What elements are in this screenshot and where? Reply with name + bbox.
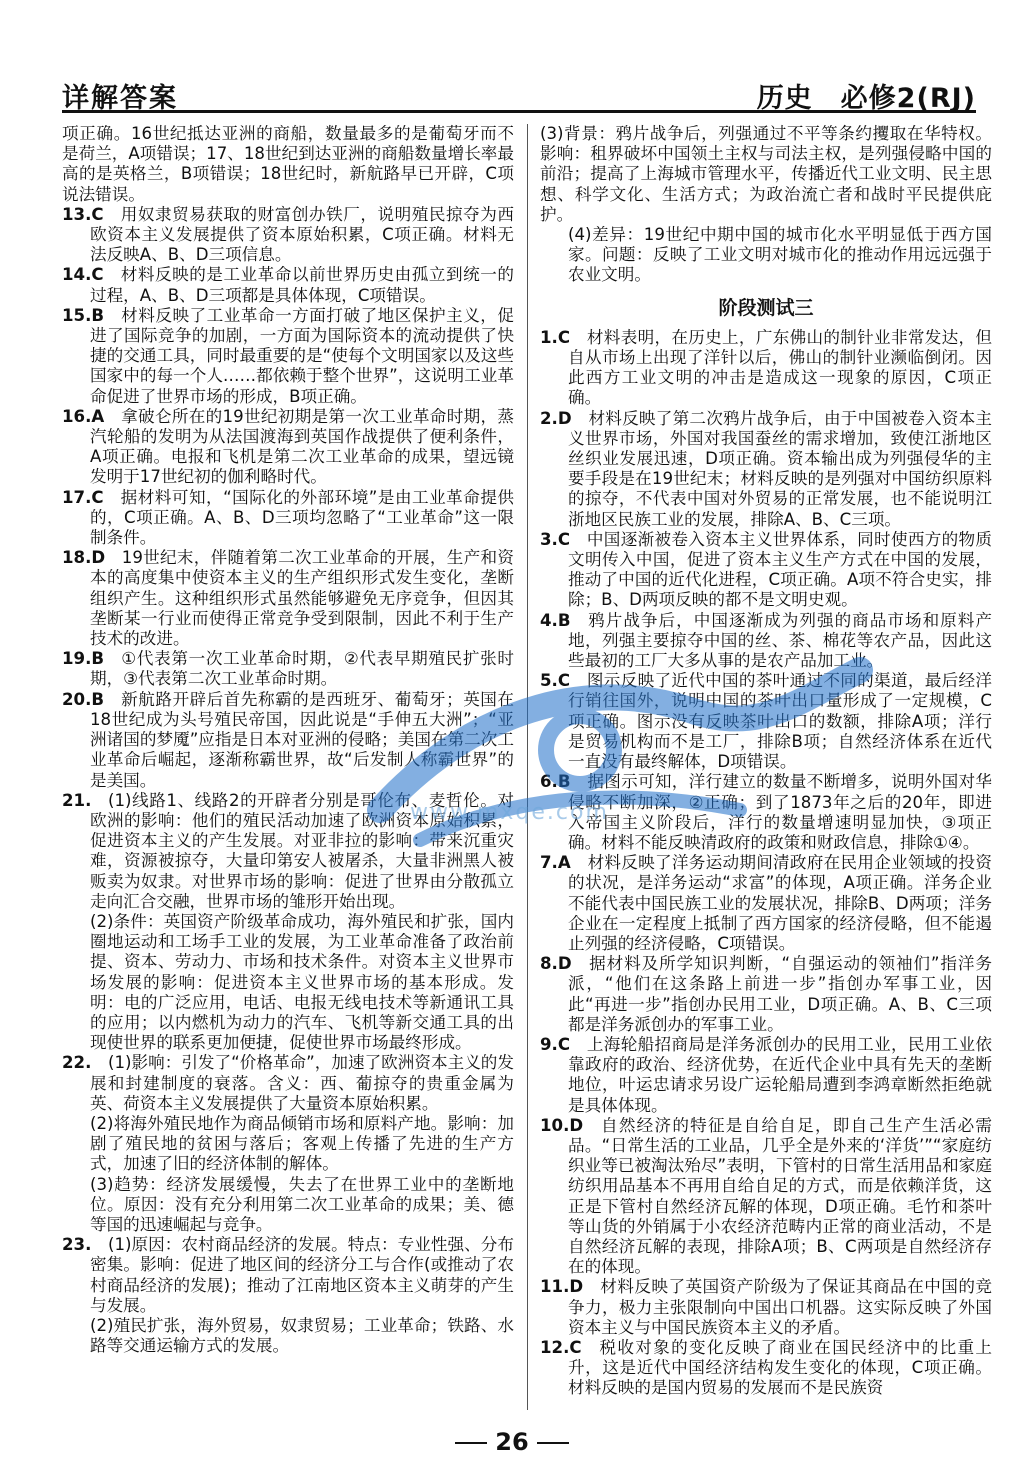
answer-number: 19.B bbox=[62, 649, 105, 669]
answer-item bbox=[62, 649, 514, 689]
answer-text: 拿破仑所在的19世纪初期是第一次工业革命时期，蒸汽轮船的发明为从法国渡海到英国作战提供了便利条件，A项正确。电报和飞机是第二次工业革命的成果，望远镜发明于17世纪初的伽利略时代。 bbox=[90, 406, 514, 487]
answer-text: 据图示可知，洋行建立的数量不断增多，说明外国对华侵略不断加深，②正确；到了1873年之后的20年，即进入帝国主义阶段后，洋行的数量增速明显加快，③项正确。材料不能反映清政府的政策和财政信息，排除①④。 bbox=[568, 772, 992, 852]
right-column-answers bbox=[540, 328, 992, 1399]
answer-item bbox=[62, 1053, 514, 1114]
answer-item bbox=[62, 690, 514, 791]
answer-text: 据材料及所学知识判断，“自强运动的领袖们”指洋务派，“他们在这条路上前进一步”指创办军事工业，因此“再进一步”指创办民用工业，D项正确。A、B、C三项都是洋务派创办的军事工业。 bbox=[568, 954, 992, 1034]
answer-number: 6.B bbox=[540, 772, 571, 792]
answer-number: 7.A bbox=[540, 853, 571, 873]
answer-item bbox=[62, 1316, 514, 1356]
answer-item bbox=[62, 1114, 514, 1175]
answer-text: (2)条件：英国资产阶级革命成功，海外殖民和扩张，国内圈地运动和工场手工业的发展，为工业革命准备了政治前提、资本、劳动力、市场和技术条件。对资本主义世界市场发展的影响：促进资本主义世界市场的基本形成。发明：电的广泛应用，电话、电报无线电技术等新通讯工具的应用；以内燃机为动力的汽车、飞机等新交通工具的出现使世界的联系更加便捷，促使世界市场最终形成。 bbox=[90, 911, 514, 1053]
answer-number: 20.B bbox=[62, 689, 105, 709]
answer-text: 新航路开辟后首先称霸的是西班牙、葡萄牙；英国在18世纪成为头号殖民帝国，因此说是“手伸五大洲”；“亚洲诸国的梦魇”应指是日本对亚洲的侵略；美国在第二次工业革命后崛起，逐渐称霸世界，故“后发制人称霸世界”的是美国。 bbox=[90, 689, 514, 790]
answer-item bbox=[62, 306, 514, 407]
answer-item bbox=[540, 328, 992, 409]
answer-number: 11.D bbox=[540, 1277, 584, 1297]
answer-number: 14.C bbox=[62, 265, 104, 285]
answer-text: (1)原因：农村商品经济的发展。特点：专业性强、分布密集。影响：促进了地区间的经济分工与合作(或推动了农村商品经济的发展)；推动了江南地区资本主义萌芽的产生与发展。 bbox=[90, 1235, 514, 1315]
answer-text: 用奴隶贸易获取的财富创办铁厂，说明殖民掠夺为西欧资本主义发展提供了资本原始积累，C项正确。材料无法反映A、B、D三项信息。 bbox=[90, 204, 514, 265]
answer-text: 上海轮船招商局是洋务派创办的民用工业，民用工业依靠政府的政治、经济优势，在近代企业中具有先天的垄断地位，叶运忠请求另设广运轮船局遭到李鸿章断然拒绝就是具体体现。 bbox=[568, 1034, 992, 1115]
answer-number: 5.C bbox=[540, 671, 571, 691]
answer-item bbox=[540, 1035, 992, 1116]
answer-number: 21. bbox=[62, 790, 92, 810]
answer-number: 15.B bbox=[62, 305, 105, 325]
right-column bbox=[540, 124, 992, 1399]
answer-item bbox=[540, 954, 992, 1035]
answer-number: 23. bbox=[62, 1235, 92, 1255]
answer-text: 鸦片战争后，中国逐渐成为列强的商品市场和原料产地，列强主要掠夺中国的丝、茶、棉花等农产品，因此这些最初的工厂大多从事的是农产品加工业。 bbox=[568, 610, 992, 671]
answer-text: (2)将海外殖民地作为商品倾销市场和原料产地。影响：加剧了殖民地的贫困与落后；客观上传播了先进的生产方式，加速了旧的经济体制的解体。 bbox=[90, 1113, 514, 1174]
header-rule bbox=[62, 110, 976, 113]
answer-text: 税收对象的变化反映了商业在国民经济中的比重上升，这是近代中国经济结构发生变化的体现，C项正确。材料反映的是国内贸易的发展而不是民族资 bbox=[568, 1337, 992, 1398]
answer-item bbox=[540, 611, 992, 672]
answer-item bbox=[62, 548, 514, 649]
answer-text: 材料反映了英国资产阶级为了保证其商品在中国的竞争力，极力主张限制向中国出口机器。这实际反映了外国资本主义与中国民族资本主义的矛盾。 bbox=[568, 1277, 992, 1337]
answer-item bbox=[62, 1235, 514, 1316]
answer-text: (1)线路1、线路2的开辟者分别是哥伦布、麦哲伦。对欧洲的影响：他们的殖民活动加速了欧洲资本原始积累，促进资本主义的产生发展。对亚非拉的影响：带来沉重灾难，资源被掠夺，大量印第安人被屠杀，大量非洲黑人被贩卖为奴隶。对世界市场的影响：促进了世界由分散孤立走向汇合交融，世界市场的雏形开始出现。 bbox=[90, 790, 514, 911]
footer-dash-right bbox=[537, 1442, 569, 1444]
answer-item bbox=[540, 853, 992, 954]
answer-number: 12.C bbox=[540, 1337, 582, 1357]
answer-number: 8.D bbox=[540, 954, 572, 974]
answer-number: 13.C bbox=[62, 204, 104, 224]
answer-text: 材料反映了工业革命一方面打破了地区保护主义，促进了国际竞争的加剧，一方面为国际资本的流动提供了快捷的交通工具，同时最重要的是“使每个文明国家以及这些国家中的每一个人……都依赖于整个世界”，这说明工业革命促进了世界市场的形成，B项正确。 bbox=[90, 305, 514, 406]
answer-text: (2)殖民扩张，海外贸易，奴隶贸易；工业革命；铁路、水路等交通运输方式的发展。 bbox=[90, 1315, 514, 1356]
answer-text: 据材料可知，“国际化的外部环境”是由工业革命提供的，C项正确。A、B、D三项均忽略了“工业革命”这一限制条件。 bbox=[90, 487, 514, 548]
answer-text: (4)差异：19世纪中期中国的城市化水平明显低于西方国家。问题：反映了工业文明对城市化的推动作用远远强于农业文明。 bbox=[568, 225, 992, 285]
answer-number: 22. bbox=[62, 1053, 92, 1073]
header-left-title: 详解答案 bbox=[62, 83, 178, 114]
answer-item bbox=[62, 1175, 514, 1236]
page-header bbox=[62, 70, 976, 114]
page-number: 26 bbox=[495, 1428, 529, 1456]
answer-item bbox=[540, 1338, 992, 1399]
answer-text: (3)背景：鸦片战争后，列强通过不平等条约攫取在华特权。影响：租界破坏中国领土主权与司法主权，是列强侵略中国的前沿；提高了上海城市管理水平，传播近代工业文明、民主思想、科学文化、生活方式；为政治流亡者和战时平民提供庇护。 bbox=[540, 124, 992, 224]
answer-text: 19世纪末，伴随着第二次工业革命的开展，生产和资本的高度集中使资本主义的生产组织形式发生变化，垄断组织产生。这种组织形式虽然能够避免无序竞争，但因其垄断某一行业而使得正常竞争受到限制，因此不利于生产技术的改进。 bbox=[90, 548, 514, 649]
answer-text: 中国逐渐被卷入资本主义世界体系，同时使西方的物质文明传入中国，促进了资本主义生产方式在中国的发展，推动了中国的近代化进程，C项正确。A项不符合史实，排除；B、D两项反映的都不是文明史观。 bbox=[568, 529, 992, 610]
answer-number: 18.D bbox=[62, 548, 106, 568]
header-right-title: 历史 必修2(RJ) bbox=[756, 83, 976, 114]
footer-dash-left bbox=[455, 1442, 487, 1444]
answer-number: 9.C bbox=[540, 1034, 571, 1054]
answer-number: 16.A bbox=[62, 406, 105, 426]
answer-item bbox=[62, 407, 514, 488]
answer-item bbox=[62, 912, 514, 1053]
answer-item bbox=[540, 671, 992, 772]
answer-number: 2.D bbox=[540, 408, 572, 428]
answer-item bbox=[540, 1116, 992, 1278]
answer-text: 图示反映了近代中国的茶叶通过不同的渠道，最后经洋行销往国外，说明中国的茶叶出口量形成了一定规模，C项正确。图示没有反映茶叶出口的数额，排除A项；洋行是贸易机构而不是工厂，排除B项；自然经济体系在近代一直没有最终解体，D项错误。 bbox=[568, 671, 992, 772]
answer-text: (3)趋势：经济发展缓慢，失去了在世界工业中的垄断地位。原因：没有充分利用第二次工业革命的成果；美、德等国的迅速崛起与竞争。 bbox=[90, 1174, 514, 1234]
answer-text: 材料反映的是工业革命以前世界历史由孤立到统一的过程，A、B、D三项都是具体体现，C项错误。 bbox=[90, 265, 514, 305]
answer-item bbox=[62, 265, 514, 305]
answer-text: 项正确。16世纪抵达亚洲的商船，数量最多的是葡萄牙而不是荷兰，A项错误；17、18世纪到达亚洲的商船数量增长率最高的是英格兰，B项错误；18世纪时，新航路早已开辟，C项说法错误。 bbox=[62, 124, 514, 204]
watermark-text: www.mxqe.com bbox=[410, 800, 609, 825]
answer-item bbox=[540, 1277, 992, 1338]
answer-item bbox=[540, 530, 992, 611]
left-column bbox=[62, 124, 514, 1356]
answer-text: 材料反映了第二次鸦片战争后，由于中国被卷入资本主义世界市场，外国对我国蚕丝的需求增加，致使江浙地区丝织业发展迅速，D项正确。资本输出成为列强侵华的主要手段是在19世纪末；材料反映的是列强对中国纺织原料的掠夺，不代表中国对外贸易的正常发展，也不能说明江浙地区民族工业的发展，排除A、B、C三项。 bbox=[568, 408, 992, 529]
right-column-continuation bbox=[540, 124, 992, 286]
answer-number: 4.B bbox=[540, 610, 571, 630]
answer-item bbox=[62, 488, 514, 549]
answer-text: ①代表第一次工业革命时期，②代表早期殖民扩张时期，③代表第二次工业革命时期。 bbox=[90, 649, 514, 689]
answer-item bbox=[540, 409, 992, 530]
answer-number: 10.D bbox=[540, 1115, 584, 1135]
answer-number: 17.C bbox=[62, 487, 104, 507]
answer-text: 材料表明，在历史上，广东佛山的制针业非常发达，但自从市场上出现了洋针以后，佛山的制针业濒临倒闭。因此西方工业文明的冲击是造成这一现象的原因，C项正确。 bbox=[568, 327, 992, 408]
answer-text: 材料反映了洋务运动期间清政府在民用企业领域的投资的状况，是洋务运动“求富”的体现，A项正确。洋务企业不能代表中国民族工业的发展状况，排除B、D两项；洋务企业在一定程度上抵制了西方国家的经济侵略，但不能遏止列强的经济侵略，C项错误。 bbox=[568, 853, 992, 953]
answer-number: 3.C bbox=[540, 529, 571, 549]
page-footer bbox=[0, 1428, 1024, 1456]
answer-number: 1.C bbox=[540, 327, 571, 347]
section-title: 阶段测试三 bbox=[718, 296, 814, 319]
answer-item bbox=[62, 124, 514, 205]
answer-item bbox=[62, 205, 514, 266]
answer-text: 自然经济的特征是自给自足，即自己生产生活必需品。“日常生活的工业品，几乎全是外来的‘洋货’”“家庭纺织业等已被淘汰殆尽”表明，下管村的日常生活用品和家庭纺织用品基本不再用自给自足的方式，而是依赖洋货，这正是下管村自然经济瓦解的体现，D项正确。毛竹和茶叶等山货的外销属于小农经济范畴内正常的商业活动，不是自然经济瓦解的表现，排除A项；B、C两项是自然经济存在的体现。 bbox=[568, 1115, 992, 1277]
answer-item bbox=[540, 225, 992, 286]
answer-text: (1)影响：引发了“价格革命”，加速了欧洲资本主义的发展和封建制度的衰落。含义：西、葡掠夺的贵重金属为英、荷资本主义发展提供了大量资本原始积累。 bbox=[90, 1053, 514, 1113]
answer-item bbox=[540, 124, 992, 225]
column-divider bbox=[527, 124, 528, 1410]
